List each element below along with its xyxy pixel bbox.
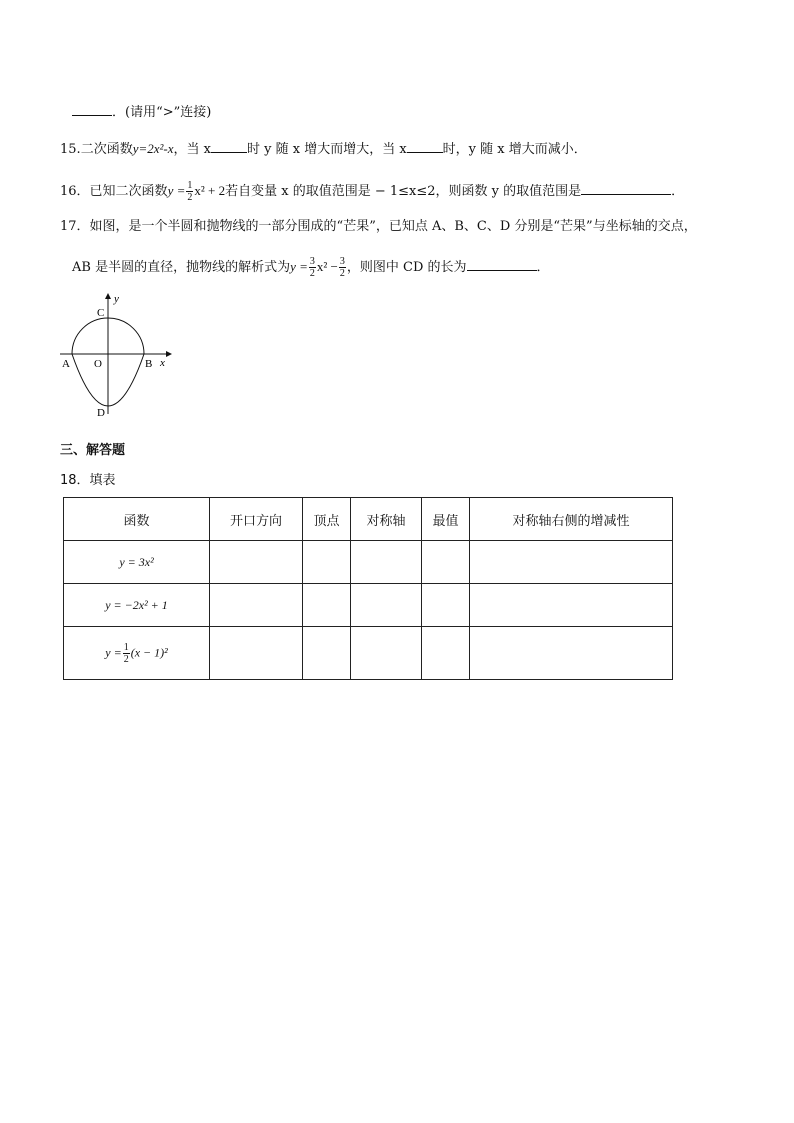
answer-cell[interactable] <box>470 584 673 627</box>
fraction-denominator: 2 <box>123 653 129 665</box>
function-rhs: x² + 2 <box>194 183 226 198</box>
fraction-denominator: 2 <box>339 268 345 279</box>
fraction-numerator: 3 <box>339 256 345 267</box>
fraction-numerator: 1 <box>123 641 129 653</box>
label-d: D <box>97 407 105 419</box>
question-text: 时 y 随 x 增大而增大，当 x <box>246 142 407 157</box>
question-text: 如图，是一个半圆和抛物线的一部分围成的“芒果”，已知点 A、B、C、D 分别是“芒果”与坐标轴的交点， <box>89 219 697 234</box>
answer-blank[interactable] <box>581 182 671 195</box>
answer-blank[interactable] <box>467 258 537 271</box>
question-number: 17． <box>60 219 90 234</box>
answer-cell[interactable] <box>422 541 470 584</box>
table-row <box>64 541 673 584</box>
question-text: AB 是半圆的直径，抛物线的解析式为 <box>72 260 291 275</box>
fraction <box>186 180 193 203</box>
header-vertex: 顶点 <box>303 498 351 541</box>
section-title: 三、解答题 <box>60 443 126 458</box>
answer-cell[interactable] <box>303 627 351 680</box>
question-text: 时，y 随 x 增大而减小． <box>442 142 587 157</box>
answer-blank[interactable] <box>407 140 443 153</box>
function-middle: x² − <box>316 259 338 274</box>
fraction <box>339 256 346 279</box>
question-text: 二次函数 <box>80 142 133 157</box>
question-text: ，则图中 CD 的长为 <box>346 260 467 275</box>
table-header-row <box>64 498 673 541</box>
y-axis-arrow <box>105 293 111 299</box>
header-monotonicity: 对称轴右侧的增减性 <box>470 498 673 541</box>
fraction-numerator: 1 <box>187 180 193 191</box>
q14-answer-line <box>72 103 211 122</box>
header-extreme-value: 最值 <box>422 498 470 541</box>
fraction <box>123 642 130 665</box>
fraction-numerator: 3 <box>309 256 315 267</box>
fraction-denominator: 2 <box>187 192 193 203</box>
function-lhs: y = <box>167 183 186 198</box>
question-18-heading: 18．填表 <box>60 473 116 488</box>
answer-cell[interactable] <box>210 584 303 627</box>
answer-cell[interactable] <box>351 541 422 584</box>
fraction-denominator: 2 <box>309 268 315 279</box>
question-text: 若自变量 x 的取值范围是 − 1≤x≤2，则函数 y 的取值范围是 <box>225 184 582 199</box>
answer-cell[interactable] <box>470 627 673 680</box>
function-lhs: y = <box>290 259 308 274</box>
answer-cell[interactable] <box>303 584 351 627</box>
question-text: ． <box>536 260 550 275</box>
question-17-line2 <box>72 256 550 279</box>
header-axis-of-symmetry: 对称轴 <box>351 498 422 541</box>
question-text: ． <box>671 184 685 199</box>
question-number: 16． <box>60 184 90 199</box>
question-text: ，当 x <box>173 142 211 157</box>
label-y: y <box>114 293 119 305</box>
question-number: 15. <box>60 142 81 157</box>
answer-blank[interactable] <box>211 140 247 153</box>
answer-cell[interactable] <box>210 541 303 584</box>
function-cell <box>64 627 210 680</box>
answer-blank[interactable] <box>72 103 112 116</box>
label-o: O <box>94 358 102 370</box>
function-expression: y=2x²-x <box>132 141 174 156</box>
function-cell: y = −2x² + 1 <box>64 584 210 627</box>
header-opening-direction: 开口方向 <box>210 498 303 541</box>
label-b: B <box>145 358 153 370</box>
fill-in-table <box>63 497 673 680</box>
label-x: x <box>160 357 165 369</box>
header-function: 函数 <box>64 498 210 541</box>
fraction <box>309 256 316 279</box>
question-15 <box>60 140 587 159</box>
function-lhs: y = <box>105 644 122 659</box>
x-axis-arrow <box>166 351 172 357</box>
mango-figure <box>58 290 178 420</box>
answer-cell[interactable] <box>351 627 422 680</box>
question-text: 已知二次函数 <box>89 184 168 199</box>
label-c: C <box>97 307 105 319</box>
function-cell: y = 3x² <box>64 541 210 584</box>
table-row <box>64 627 673 680</box>
label-a: A <box>62 358 70 370</box>
question-16 <box>60 180 684 203</box>
answer-cell[interactable] <box>470 541 673 584</box>
table-row <box>64 584 673 627</box>
question-17-line1 <box>60 218 697 236</box>
answer-cell[interactable] <box>303 541 351 584</box>
answer-cell[interactable] <box>351 584 422 627</box>
answer-cell[interactable] <box>422 584 470 627</box>
answer-cell[interactable] <box>210 627 303 680</box>
q14-suffix: ．(请用“>”连接) <box>112 105 212 120</box>
function-rhs: (x − 1)² <box>130 644 168 659</box>
answer-cell[interactable] <box>422 627 470 680</box>
